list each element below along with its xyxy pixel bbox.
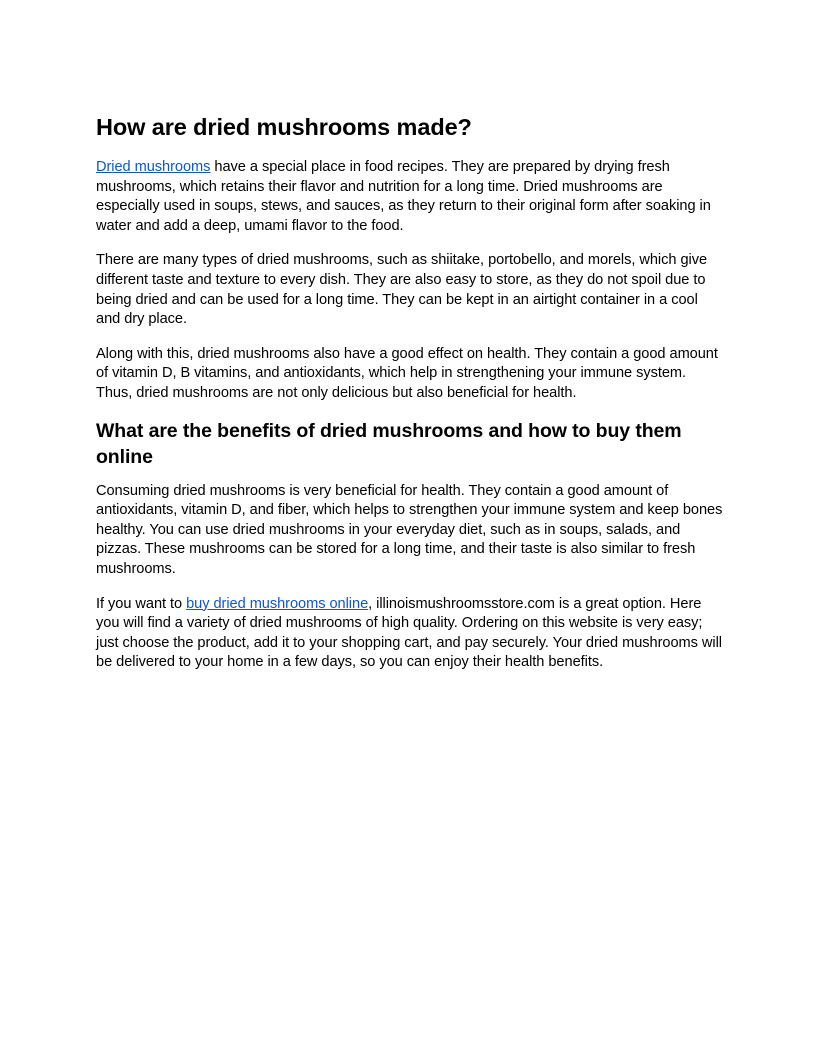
buy-dried-mushrooms-online-link[interactable]: buy dried mushrooms online (186, 595, 369, 612)
benefits-paragraph: Consuming dried mushrooms is very beneficial for health. They contain a good amount of antioxidants, vitamin D, and fiber, which helps to strengthen your immune system and keep bones healthy. You can use dried mushrooms in your everyday diet, such as in soups, salads, and pizzas. These mushrooms can be stored for a long time, and their taste is also similar to fresh mushrooms. (96, 482, 723, 577)
types-paragraph: There are many types of dried mushrooms, such as shiitake, portobello, and morels, which give different taste and texture to every dish. They are also easy to store, as they do not spoil due to being dried and can be used for a long time. They can be kept in an airtight container in a cool and dry place. (96, 252, 708, 328)
intro-paragraph (96, 158, 724, 236)
heading-benefits-buy-online: What are the benefits of dried mushrooms and how to buy them online (96, 419, 682, 468)
heading-how-dried-mushrooms-made: How are dried mushrooms made? (96, 114, 472, 140)
document-page (96, 112, 724, 688)
intro-paragraph-text: have a special place in food recipes. They are prepared by drying fresh mushrooms, which retains their flavor and nutrition for a long time. Dried mushrooms are especially used in soups, stews, and sauces, as they return to their original form after soaking in water and add a deep, umami flavor to the food. (96, 159, 711, 234)
health-paragraph: Along with this, dried mushrooms also have a good effect on health. They contain a good amount of vitamin D, B vitamins, and antioxidants, which help in strengthening your immune system. Thus, dried mushrooms are not only delicious but also beneficial for health. (96, 345, 718, 401)
dried-mushrooms-link[interactable]: Dried mushrooms (96, 159, 211, 175)
buy-online-paragraph (96, 595, 724, 673)
buy-online-paragraph-lead: If you want to (96, 595, 187, 612)
buy-online-paragraph-text: , illinoismushroomsstore.com is a great option. Here you will find a variety of dried mushrooms of high quality. Ordering on this website is very easy; just choose the product, add it to your shopping cart, and pay securely. Your dried mushrooms will be delivered to your home in a few days, so you can enjoy their health benefits. (96, 595, 722, 671)
